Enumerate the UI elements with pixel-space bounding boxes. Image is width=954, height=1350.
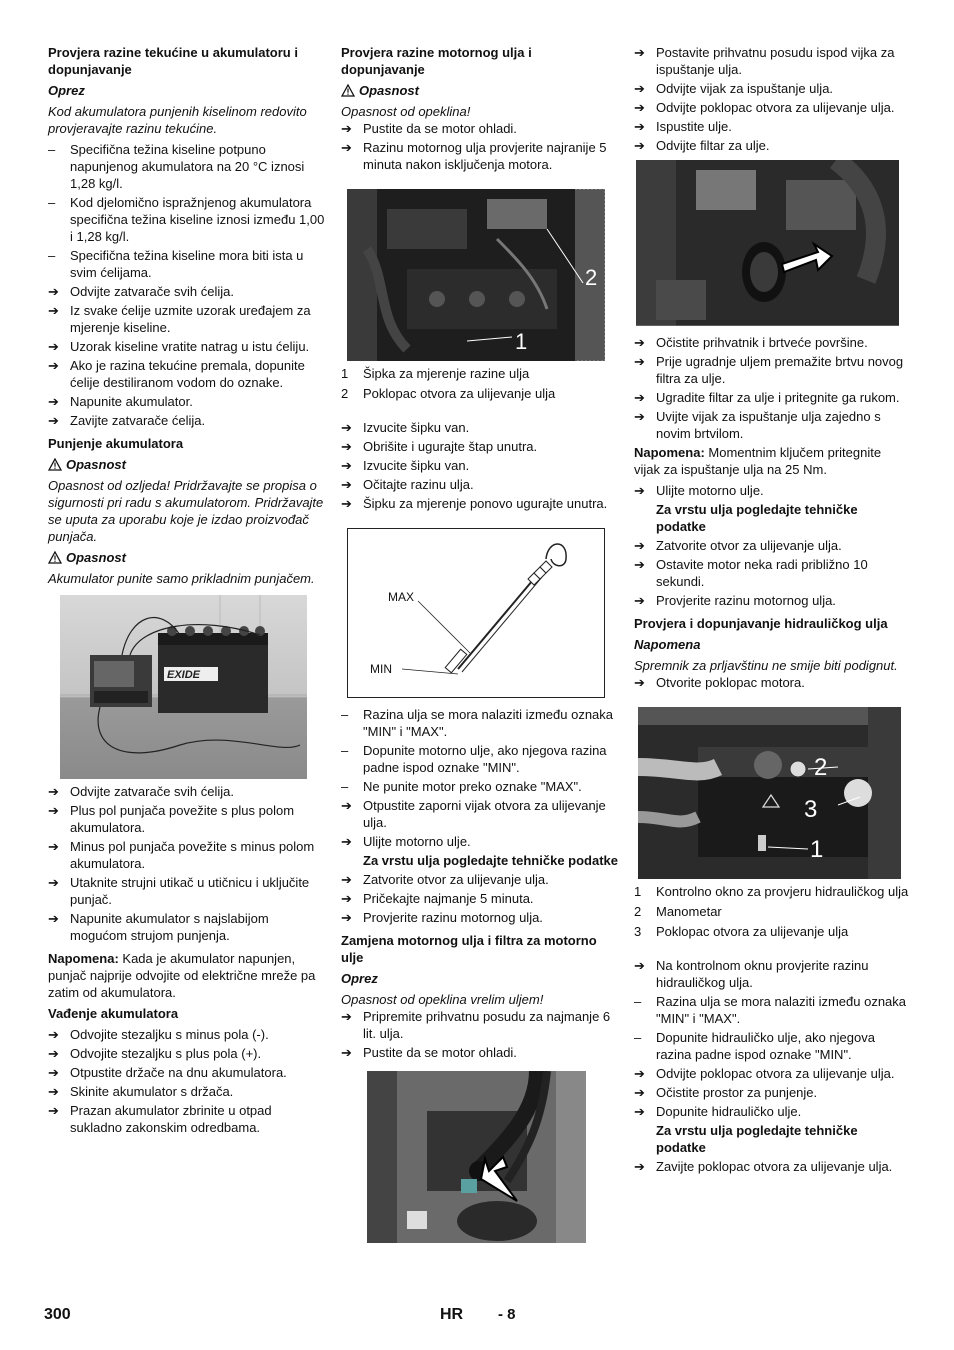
item-text: Specifična težina kiseline potpuno napunjenog akumulatora na 20 °C iznosi 1,28 kg/l. — [70, 142, 305, 191]
arrow-right-icon: ➔ — [341, 798, 352, 813]
arrow-right-icon: ➔ — [48, 1046, 59, 1061]
item-text: Odvijte vijak za ispuštanje ulja. — [656, 81, 834, 96]
item-text: Specifična težina kiseline mora biti ista u svim ćelijama. — [70, 248, 304, 280]
dash-marker: – — [341, 779, 349, 794]
dash-marker: – — [48, 248, 56, 263]
arrow-right-icon: ➔ — [48, 358, 59, 373]
danger-text: Opasnost od opeklina! — [341, 104, 471, 119]
arrow-right-icon: ➔ — [634, 593, 645, 608]
item-text: Razina ulja se mora nalaziti između oznaka "MIN" i "MAX". — [363, 707, 614, 739]
dash-item — [634, 993, 910, 1027]
item-text: Prazan akumulator zbrinite u otpad sukladno zakonskim odredbama. — [70, 1103, 272, 1135]
item-text: Očitajte razinu ulja. — [363, 477, 474, 492]
step-item — [341, 909, 619, 926]
step-list — [48, 1026, 326, 1136]
column-3 — [634, 44, 910, 1177]
arrow-right-icon: ➔ — [634, 138, 645, 153]
arrow-right-icon: ➔ — [341, 420, 352, 435]
step-item — [341, 476, 619, 493]
arrow-right-icon: ➔ — [634, 538, 645, 553]
step-item — [48, 393, 326, 410]
item-text: Otpustite držače na dnu akumulatora. — [70, 1065, 287, 1080]
step-item — [48, 357, 326, 391]
step-list — [634, 44, 910, 154]
item-text: Skinite akumulator s držača. — [70, 1084, 234, 1099]
language-code: HR — [440, 1306, 464, 1323]
arrow-right-icon: ➔ — [48, 284, 59, 299]
step-list — [341, 871, 619, 926]
arrow-right-icon: ➔ — [341, 477, 352, 492]
danger-text: Akumulator punite samo prikladnim punjačem. — [48, 571, 315, 586]
item-text: Dopunite motorno ulje, ako njegova razina padne ispod oznake "MIN". — [363, 743, 607, 775]
item-text: Odvijte filtar za ulje. — [656, 138, 770, 153]
item-text: Ostavite motor neka radi približno 10 sekundi. — [656, 557, 868, 589]
item-text: Ulijte motorno ulje. — [656, 483, 764, 498]
step-item — [341, 457, 619, 474]
dash-item — [48, 141, 326, 192]
item-text: Izvucite šipku van. — [363, 420, 470, 435]
item-text: Izvucite šipku van. — [363, 458, 470, 473]
arrow-right-icon: ➔ — [341, 496, 352, 511]
dash-item — [341, 742, 619, 776]
item-text: Iz svake ćelije uzmite uzorak uređajem za mjerenje kiseline. — [70, 303, 311, 335]
item-text: Minus pol punjača povežite s minus polom akumulatora. — [70, 839, 315, 871]
step-item — [341, 890, 619, 907]
step-item — [634, 389, 910, 406]
step-item — [634, 334, 910, 351]
step-item — [341, 495, 619, 512]
photo-label-2: 2 — [585, 265, 598, 290]
step-item — [634, 353, 910, 387]
dash-marker: – — [48, 195, 56, 210]
step-item — [634, 1103, 910, 1120]
item-text: Pustite da se motor ohladi. — [363, 121, 517, 136]
caption-number: 3 — [634, 924, 642, 939]
step-list — [48, 283, 326, 429]
item-text: Očistite prihvatnik i brtveće površine. — [656, 335, 868, 350]
item-text: Odvijte zatvarače svih ćelija. — [70, 784, 235, 799]
step-item — [341, 833, 619, 850]
caution-label: Oprez — [48, 83, 85, 98]
step-item — [634, 80, 910, 97]
section-title-hydraulic-oil: Provjera i dopunjavanje hidrauličkog ulja — [634, 616, 888, 631]
item-text: Zatvorite otvor za ulijevanje ulja. — [363, 872, 549, 887]
dash-list — [341, 706, 619, 795]
photo-label-1: 1 — [810, 836, 824, 863]
step-item — [341, 438, 619, 455]
item-text: Razinu motornog ulja provjerite najranije 5 minuta nakon isključenja motora. — [363, 140, 607, 172]
item-text: Dopunite hidrauličko ulje. — [656, 1104, 802, 1119]
step-list — [341, 419, 619, 512]
arrow-right-icon: ➔ — [48, 394, 59, 409]
item-text: Ispustite ulje. — [656, 119, 732, 134]
sub-page-number: - 8 — [498, 1306, 516, 1323]
item-text: Ugradite filtar za ulje i pritegnite ga rukom. — [656, 390, 900, 405]
arrow-right-icon: ➔ — [341, 439, 352, 454]
step-list — [48, 783, 326, 944]
arrow-right-icon: ➔ — [48, 339, 59, 354]
step-item — [48, 1045, 326, 1062]
warning-triangle-icon — [48, 458, 62, 471]
arrow-right-icon: ➔ — [341, 872, 352, 887]
step-item — [48, 838, 326, 872]
section-title-oil-change: Zamjena motornog ulja i filtra za motorno ulje — [341, 933, 597, 965]
section-title-battery-fluid: Provjera razine tekućine u akumulatoru i dopunjavanje — [48, 45, 298, 77]
step-item — [634, 137, 910, 154]
dash-list — [634, 993, 910, 1063]
step-list — [634, 957, 910, 991]
dash-marker: – — [341, 743, 349, 758]
note: Napomena: Kada je akumulator napunjen, punjač najprije odvojite od električne mreže pa zatim od akumulatora. — [48, 951, 316, 1000]
step-item — [48, 283, 326, 300]
arrow-right-icon: ➔ — [48, 1103, 59, 1118]
item-text: Postavite prihvatnu posudu ispod vijka za ispuštanje ulja. — [656, 45, 895, 77]
section-title-battery-charging: Punjenje akumulatora — [48, 436, 184, 451]
danger-label: Opasnost — [48, 549, 326, 566]
note-text: Spremnik za prljavštinu ne smije biti podignut. — [634, 658, 898, 673]
item-text: Na kontrolnom oknu provjerite razinu hidrauličkog ulja. — [656, 958, 869, 990]
arrow-right-icon: ➔ — [634, 409, 645, 424]
caption-text: Poklopac otvora za ulijevanje ulja — [656, 924, 849, 939]
arrow-right-icon: ➔ — [48, 1027, 59, 1042]
step-item — [48, 874, 326, 908]
item-text: Prije ugradnje uljem premažite brtvu novog filtra za ulje. — [656, 354, 904, 386]
step-item — [48, 302, 326, 336]
step-item — [48, 1026, 326, 1043]
step-item — [48, 802, 326, 836]
item-text: Zavijte poklopac otvora za ulijevanje ulja. — [656, 1159, 893, 1174]
item-text: Pričekajte najmanje 5 minuta. — [363, 891, 534, 906]
step-item — [341, 419, 619, 436]
note: Napomena: Momentnim ključem pritegnite vijak za ispuštanje ulja na 25 Nm. — [634, 445, 882, 477]
item-text: Ako je razina tekućine premala, dopunite ćelije destiliranom vodom do oznake. — [70, 358, 305, 390]
arrow-right-icon: ➔ — [341, 458, 352, 473]
dash-item — [48, 194, 326, 245]
item-text: Razina ulja se mora nalaziti između oznaka "MIN" i "MAX". — [656, 994, 907, 1026]
warning-triangle-icon — [341, 84, 355, 97]
arrow-right-icon: ➔ — [341, 910, 352, 925]
arrow-right-icon: ➔ — [48, 1084, 59, 1099]
item-text: Pustite da se motor ohladi. — [363, 1045, 517, 1060]
step-item — [634, 1065, 910, 1082]
step-item — [634, 674, 910, 691]
item-text: Odvijte zatvarače svih ćelija. — [70, 284, 235, 299]
item-text: Otpustite zaporni vijak otvora za ulijevanje ulja. — [363, 798, 606, 830]
step-list — [341, 1008, 619, 1061]
step-item — [48, 910, 326, 944]
step-item — [48, 338, 326, 355]
step-item — [48, 1064, 326, 1081]
item-text: Provjerite razinu motornog ulja. — [656, 593, 836, 608]
arrow-right-icon: ➔ — [48, 839, 59, 854]
dash-item — [341, 778, 619, 795]
caution-text: Kod akumulatora punjenih kiselinom redovito provjeravajte razinu tekućine. — [48, 104, 307, 136]
column-2 — [341, 44, 619, 1243]
arrow-right-icon: ➔ — [48, 303, 59, 318]
item-text: Ne punite motor preko oznake "MAX". — [363, 779, 582, 794]
step-list — [634, 674, 910, 691]
caption-number: 1 — [634, 884, 642, 899]
caption-item — [634, 923, 910, 940]
warning-triangle-icon — [48, 551, 62, 564]
step-item — [341, 1044, 619, 1061]
arrow-right-icon: ➔ — [341, 891, 352, 906]
item-text: Provjerite razinu motornog ulja. — [363, 910, 543, 925]
step-item — [341, 120, 619, 137]
caption-text: Poklopac otvora za ulijevanje ulja — [363, 386, 556, 401]
battery-charger-photo — [60, 595, 307, 779]
arrow-right-icon: ➔ — [634, 675, 645, 690]
arrow-right-icon: ➔ — [634, 354, 645, 369]
dash-item — [634, 1029, 910, 1063]
danger-text: Opasnost od ozljeda! Pridržavajte se propisa o sigurnosti pri radu s akumulatorom. Pridržavajte se uputa za uporabu koje je izdao proizvođač punjača. — [48, 478, 324, 544]
note-label: Napomena — [634, 637, 701, 652]
step-item — [634, 957, 910, 991]
arrow-right-icon: ➔ — [48, 413, 59, 428]
arrow-right-icon: ➔ — [634, 958, 645, 973]
item-text: Odvojite stezaljku s minus pola (-). — [70, 1027, 269, 1042]
arrow-right-icon: ➔ — [48, 911, 59, 926]
photo-label-3: 3 — [804, 796, 818, 823]
oil-type-note: Za vrstu ulja pogledajte tehničke podatke — [656, 1123, 858, 1155]
item-text: Napunite akumulator. — [70, 394, 193, 409]
step-item — [341, 1008, 619, 1042]
oil-type-note: Za vrstu ulja pogledajte tehničke podatke — [363, 853, 619, 868]
step-item — [341, 139, 619, 173]
step-item — [634, 44, 910, 78]
item-text: Uvijte vijak za ispuštanje ulja zajedno s novim brtvilom. — [656, 409, 881, 441]
caution-label: Oprez — [341, 971, 378, 986]
step-list — [634, 537, 910, 609]
caption-text: Kontrolno okno za provjeru hidrauličkog ulja — [656, 884, 909, 899]
arrow-right-icon: ➔ — [48, 784, 59, 799]
item-text: Utaknite strujni utikač u utičnicu i uključite punjač. — [70, 875, 310, 907]
caption-number: 2 — [634, 904, 642, 919]
step-item — [634, 118, 910, 135]
caption-text: Manometar — [656, 904, 722, 919]
step-list — [634, 482, 910, 499]
oil-drain-photo — [367, 1071, 586, 1243]
arrow-right-icon: ➔ — [634, 100, 645, 115]
step-list — [634, 1065, 910, 1120]
arrow-right-icon: ➔ — [634, 1104, 645, 1119]
arrow-right-icon: ➔ — [48, 803, 59, 818]
item-text: Obrišite i ugurajte štap unutra. — [363, 439, 538, 454]
item-text: Zavijte zatvarače ćelija. — [70, 413, 206, 428]
caption-number: 2 — [341, 386, 349, 401]
item-text: Ulijte motorno ulje. — [363, 834, 471, 849]
step-item — [634, 556, 910, 590]
danger-label: Opasnost — [341, 82, 619, 99]
item-text: Odvojite stezaljku s plus pola (+). — [70, 1046, 262, 1061]
arrow-right-icon: ➔ — [634, 1066, 645, 1081]
arrow-right-icon: ➔ — [634, 1085, 645, 1100]
arrow-right-icon: ➔ — [48, 1065, 59, 1080]
page-number: 300 — [44, 1306, 71, 1323]
arrow-right-icon: ➔ — [634, 81, 645, 96]
item-text: Odvijte poklopac otvora za ulijevanje ulja. — [656, 100, 895, 115]
step-list — [341, 797, 619, 850]
caution-text: Opasnost od opeklina vrelim uljem! — [341, 992, 544, 1007]
dipstick-min-label: MIN — [370, 662, 392, 676]
oil-filter-photo — [636, 160, 899, 326]
arrow-right-icon: ➔ — [341, 1045, 352, 1060]
step-item — [634, 592, 910, 609]
section-title-engine-oil: Provjera razine motornog ulja i dopunjavanje — [341, 45, 532, 77]
caption-list — [341, 365, 619, 402]
item-text: Uzorak kiseline vratite natrag u istu ćeliju. — [70, 339, 310, 354]
step-item — [48, 1083, 326, 1100]
arrow-right-icon: ➔ — [634, 45, 645, 60]
hydraulic-tank-photo — [638, 707, 901, 879]
item-text: Kod djelomično ispražnjenog akumulatora specifična težina kiseline iznosi između 1,00 i 1,28 kg/l. — [70, 195, 325, 244]
arrow-right-icon: ➔ — [48, 875, 59, 890]
item-text: Odvijte poklopac otvora za ulijevanje ulja. — [656, 1066, 895, 1081]
item-text: Šipku za mjerenje ponovo ugurajte unutra. — [363, 496, 608, 511]
step-item — [634, 537, 910, 554]
danger-label: Opasnost — [48, 456, 326, 473]
step-item — [634, 408, 910, 442]
step-list — [341, 120, 619, 173]
step-item — [48, 412, 326, 429]
section-title-battery-removal: Vađenje akumulatora — [48, 1006, 179, 1021]
oil-type-note: Za vrstu ulja pogledajte tehničke podatke — [656, 502, 858, 534]
arrow-right-icon: ➔ — [341, 834, 352, 849]
dash-marker: – — [634, 994, 642, 1009]
item-text: Zatvorite otvor za ulijevanje ulja. — [656, 538, 842, 553]
step-list — [634, 334, 910, 442]
step-item — [341, 871, 619, 888]
caption-text: Šipka za mjerenje razine ulja — [363, 366, 530, 381]
step-list — [634, 1158, 910, 1175]
photo-label-1: 1 — [515, 329, 528, 354]
step-item — [634, 482, 910, 499]
arrow-right-icon: ➔ — [341, 121, 352, 136]
engine-dipstick-photo — [347, 189, 605, 361]
arrow-right-icon: ➔ — [634, 335, 645, 350]
step-item — [634, 99, 910, 116]
step-item — [48, 783, 326, 800]
item-text: Dopunite hidrauličko ulje, ako njegova razina padne ispod oznake "MIN". — [656, 1030, 875, 1062]
caption-number: 1 — [341, 366, 349, 381]
caption-item — [634, 903, 910, 920]
item-text: Pripremite prihvatnu posudu za najmanje 6 lit. ulja. — [363, 1009, 611, 1041]
arrow-right-icon: ➔ — [341, 140, 352, 155]
column-1 — [48, 44, 326, 1138]
caption-list — [634, 883, 910, 940]
arrow-right-icon: ➔ — [634, 1159, 645, 1174]
dash-marker: – — [341, 707, 349, 722]
arrow-right-icon: ➔ — [634, 483, 645, 498]
caption-item — [341, 385, 619, 402]
dipstick-max-label: MAX — [388, 590, 415, 604]
battery-brand-text: EXIDE — [167, 669, 201, 681]
item-text: Napunite akumulator s najslabijom mogućom strujom punjenja. — [70, 911, 269, 943]
step-item — [634, 1084, 910, 1101]
dash-item — [341, 706, 619, 740]
arrow-right-icon: ➔ — [634, 119, 645, 134]
caption-item — [341, 365, 619, 382]
arrow-right-icon: ➔ — [341, 1009, 352, 1024]
caption-item — [634, 883, 910, 900]
arrow-right-icon: ➔ — [634, 557, 645, 572]
dash-marker: – — [48, 142, 56, 157]
dash-item — [48, 247, 326, 281]
item-text: Otvorite poklopac motora. — [656, 675, 805, 690]
dash-list — [48, 141, 326, 281]
step-item — [634, 1158, 910, 1175]
dipstick-diagram — [347, 528, 605, 698]
arrow-right-icon: ➔ — [634, 390, 645, 405]
step-item — [341, 797, 619, 831]
step-item — [48, 1102, 326, 1136]
photo-label-2: 2 — [814, 754, 828, 781]
dash-marker: – — [634, 1030, 642, 1045]
item-text: Plus pol punjača povežite s plus polom akumulatora. — [70, 803, 295, 835]
item-text: Očistite prostor za punjenje. — [656, 1085, 818, 1100]
